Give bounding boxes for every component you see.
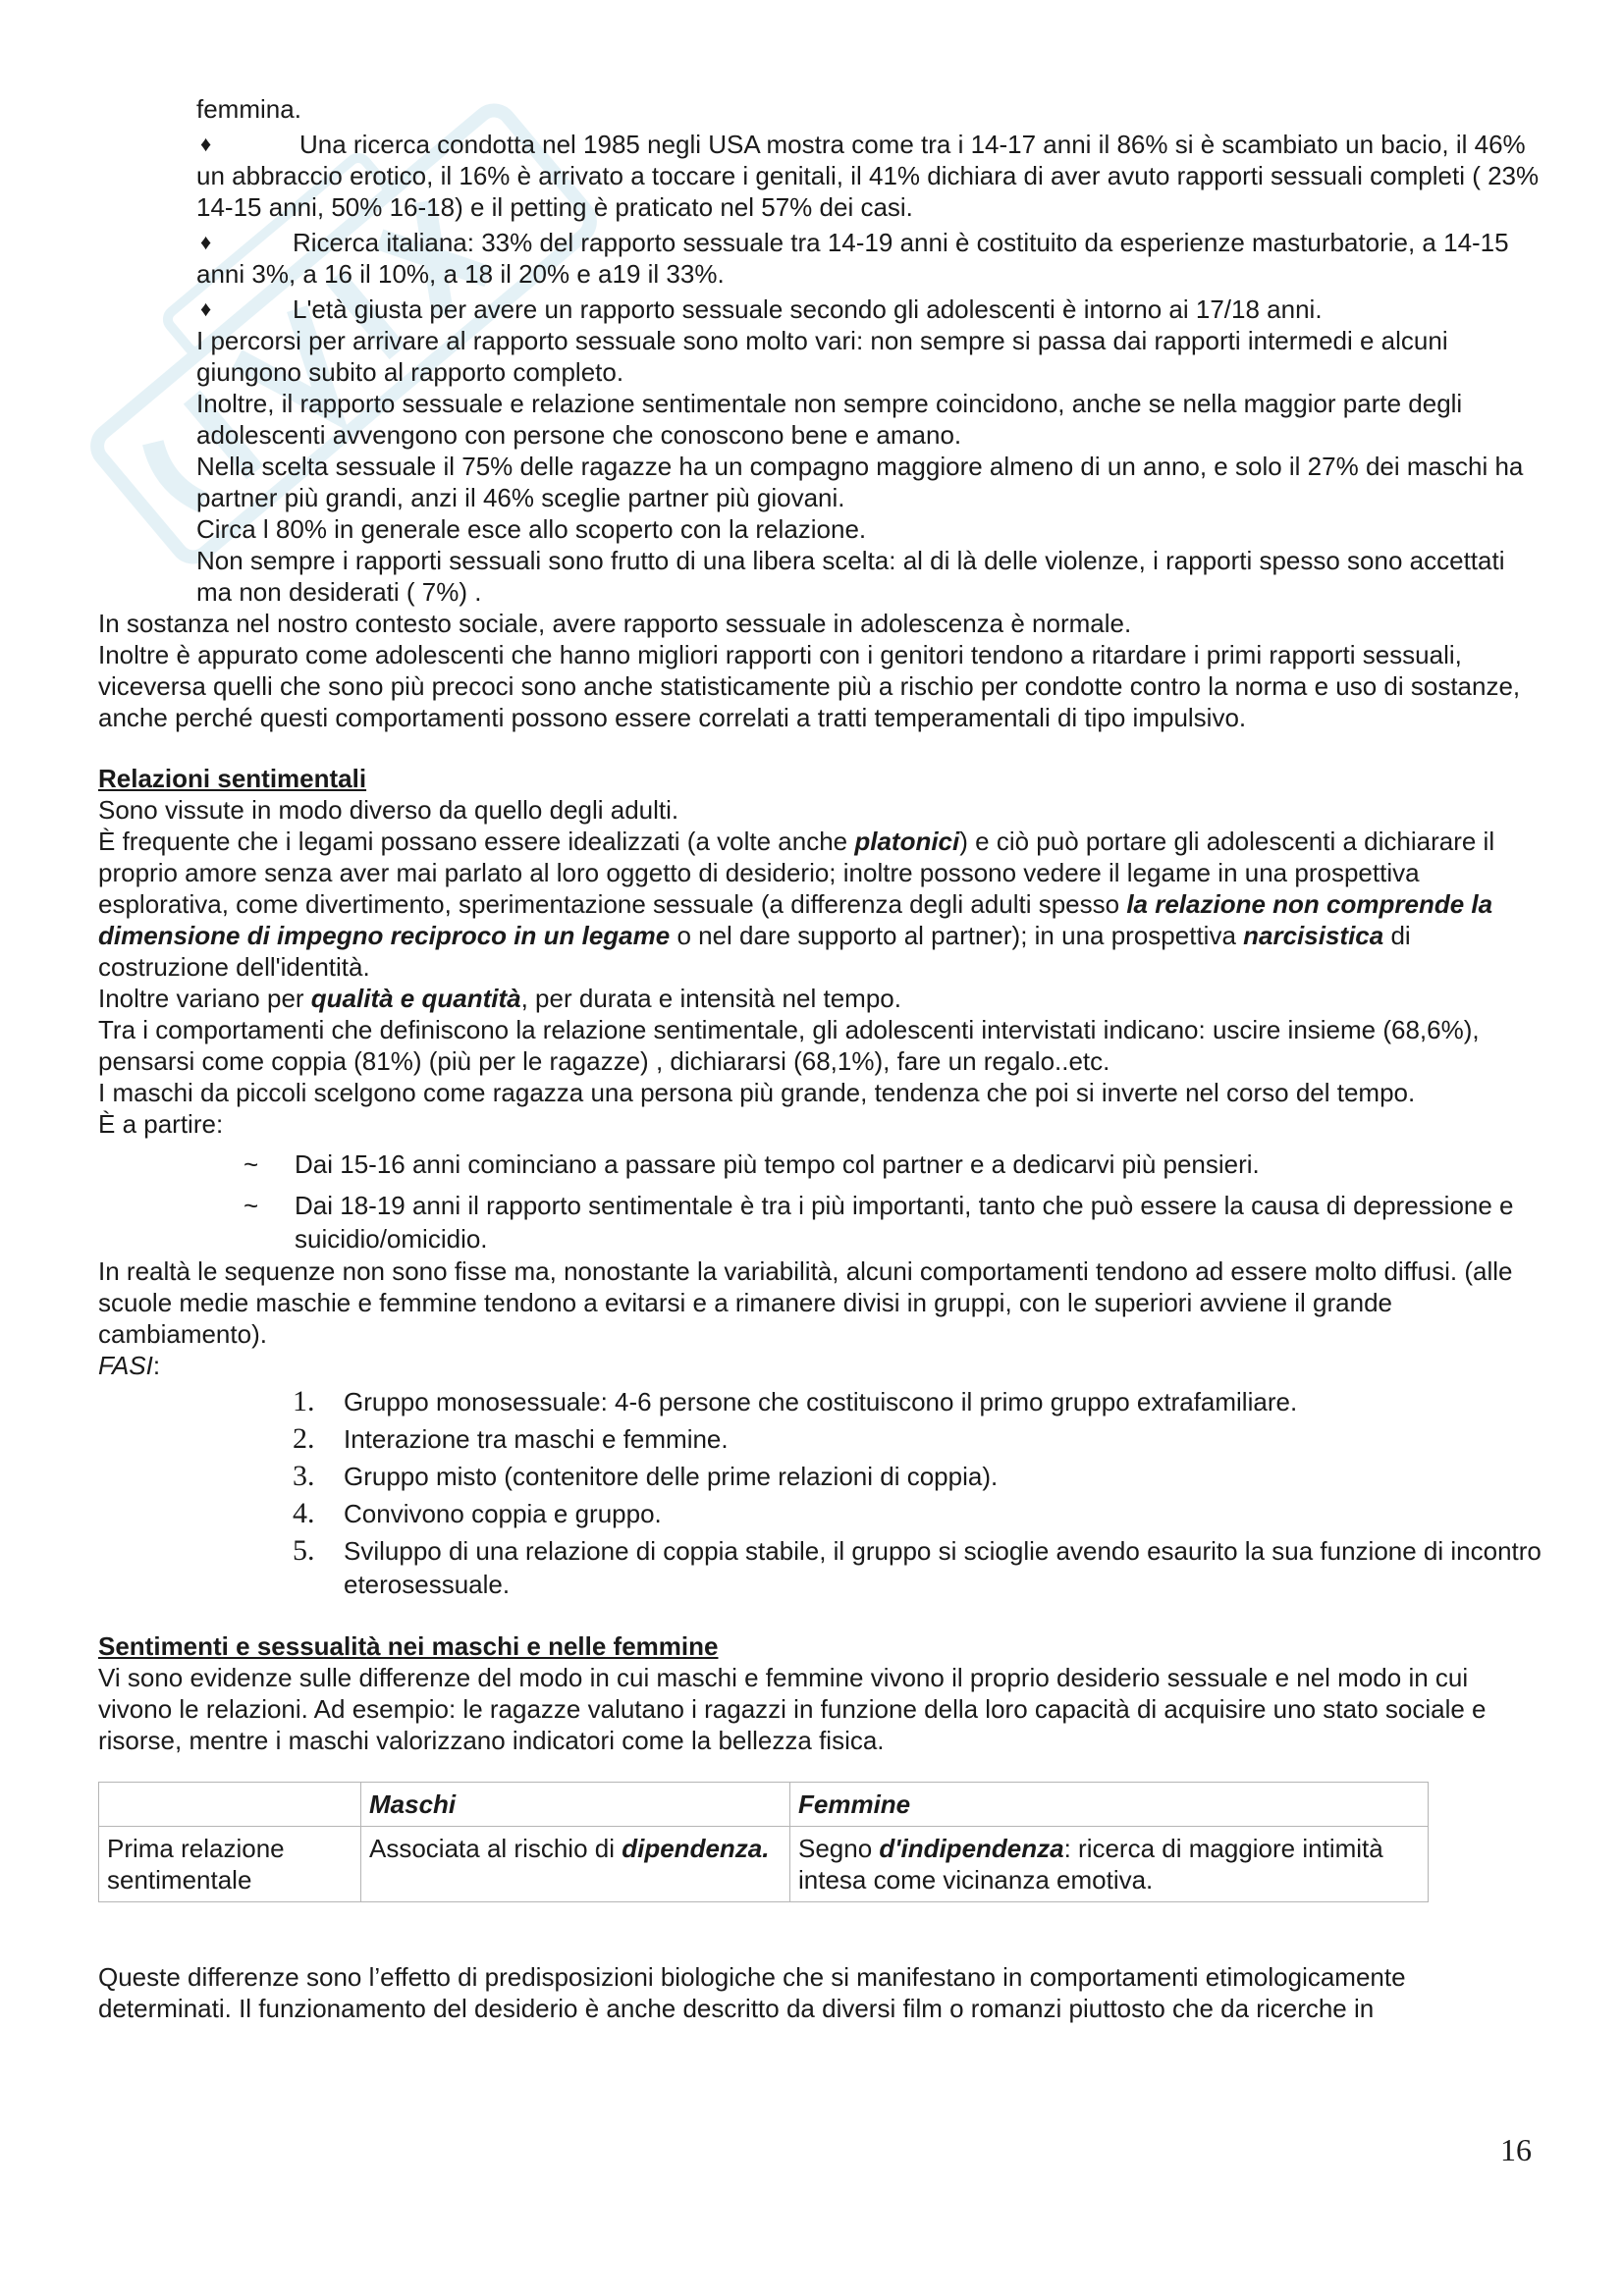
bullet-text: Ricerca italiana: 33% del rapporto sessuale tra 14-19 anni è costituito da esperienze masturbatorie, a 14-15 anni 3%, a 16 il 10%, a 18 il 20% e a19 il 33%. [196,228,1509,289]
table-header-cell: Maschi [361,1783,790,1827]
paragraph: Nella scelta sessuale il 75% delle ragazze ha un compagno maggiore almeno di un anno, e solo il 27% dei maschi ha partner più grandi, anzi il 46% sceglie partner più giovani. [196,452,1524,512]
paragraph: Tra i comportamenti che definiscono la relazione sentimentale, gli adolescenti intervistati indicano: uscire insieme (68,6%), pensarsi come coppia (81%) (più per le ragazze) , dichiararsi (68,1%), fare un regalo..etc. [98,1015,1480,1076]
table-header-row [99,1783,1429,1827]
paragraph: I maschi da piccoli scelgono come ragazza una persona più grande, tendenza che poi si inverte nel corso del tempo. [98,1078,1416,1107]
list-item: 5. Sviluppo di una relazione di coppia stabile, il gruppo si scioglie avendo esaurito la sua funzione di incontro eterosessuale. [293,1534,1542,1599]
paragraph: Inoltre variano per qualità e quantità, per durata e intensità nel tempo. [98,984,901,1013]
table-cell: Associata al rischio di dipendenza. [361,1827,790,1902]
table-cell: Prima relazione sentimentale [99,1827,361,1902]
paragraph: In sostanza nel nostro contesto sociale, avere rapporto sessuale in adolescenza è normale. [98,609,1132,638]
list-item: 4. Convivono coppia e gruppo. [293,1497,662,1529]
paragraph: È a partire: [98,1109,224,1139]
list-item-text: Dai 18-19 anni il rapporto sentimentale è tra i più importanti, tanto che può essere la causa di depressione e suicidio/omicidio. [295,1191,1514,1254]
bullet-text: L'età giusta per avere un rapporto sessuale secondo gli adolescenti è intorno ai 17/18 anni. [293,294,1323,324]
bullet-item [98,227,1542,290]
table-header-cell: Femmine [790,1783,1429,1827]
list-item [98,1148,1542,1181]
paragraph: Vi sono evidenze sulle differenze del modo in cui maschi e femmine vivono il proprio desiderio sessuale e nel modo in cui vivono le relazioni. Ad esempio: le ragazze valutano i ragazzi in funzione della loro capacità di acquisire uno stato sociale e risorse, mentre i maschi valorizzano indicatori come la bellezza fisica. [98,1663,1487,1755]
bullet-item [98,294,1542,325]
page-number: 16 [1500,2132,1532,2167]
paragraph: Non sempre i rapporti sessuali sono frutto di una libera scelta: al di là delle violenze, i rapporti spesso sono accettati ma non desiderati ( 7%) . [196,546,1505,607]
paragraph: Circa l 80% in generale esce allo scoperto con la relazione. [196,514,867,544]
section-heading: Relazioni sentimentali [98,764,367,793]
paragraph: In realtà le sequenze non sono fisse ma, nonostante la variabilità, alcuni comportamenti tendono ad essere molto diffusi. (alle scuole medie maschie e femmine tendono a evitarsi e a rimanere divisi in gruppi, con le superiori avviene il grande cambiamento). [98,1256,1513,1349]
list-item: 1. Gruppo monosessuale: 4-6 persone che costituiscono il primo gruppo extrafamiliare. [293,1385,1298,1417]
section-heading: Sentimenti e sessualità nei maschi e nelle femmine [98,1631,719,1661]
bullet-text: Una ricerca condotta nel 1985 negli USA mostra come tra i 14-17 anni il 86% si è scambiato un bacio, il 46% un abbraccio erotico, il 16% è arrivato a toccare i genitali, il 41% dichiara di aver avuto rapporti sessuali completi ( 23% 14-15 anni, 50% 16-18) e il petting è praticato nel 57% dei casi. [196,130,1540,222]
table-header-cell [99,1783,361,1827]
table-row [99,1827,1429,1902]
tilde-bullet-icon: ~ [243,1191,259,1220]
paragraph: Sono vissute in modo diverso da quello degli adulti. [98,795,679,825]
text-line: femmina. [196,94,301,124]
paragraph: Inoltre, il rapporto sessuale e relazione sentimentale non sempre coincidono, anche se nella maggior parte degli adolescenti avvengono con persone che conoscono bene e amano. [196,389,1463,450]
paragraph: Inoltre è appurato come adolescenti che hanno migliori rapporti con i genitori tendono a ritardare i primi rapporti sessuali, viceversa quelli che sono più precoci sono anche statisticamente più a rischio per condotte contro la norma e uso di sostanze, anche perché questi comportamenti possono essere correlati a tratti temperamentali di tipo impulsivo. [98,640,1521,732]
paragraph: I percorsi per arrivare al rapporto sessuale sono molto vari: non sempre si passa dai rapporti intermedi e alcuni giungono subito al rapporto completo. [196,326,1448,387]
list-item: 3. Gruppo misto (contenitore delle prime relazioni di coppia). [293,1460,999,1492]
diamond-bullet-icon: ♦ [200,132,212,156]
list-item: 2. Interazione tra maschi e femmine. [293,1422,729,1455]
comparison-table [98,1782,1429,1902]
list-item-text: Dai 15-16 anni cominciano a passare più tempo col partner e a dedicarvi più pensieri. [295,1149,1260,1179]
page-content [98,93,1542,2024]
tilde-bullet-icon: ~ [243,1149,259,1179]
list-item [98,1189,1542,1255]
table-cell: Segno d'indipendenza: ricerca di maggiore intimità intesa come vicinanza emotiva. [790,1827,1429,1902]
diamond-bullet-icon: ♦ [200,296,212,321]
fasi-label: FASI: [98,1351,161,1380]
diamond-bullet-icon: ♦ [200,230,212,254]
paragraph: È frequente che i legami possano essere idealizzati (a volte anche platonici) e ciò può portare gli adolescenti a dichiarare il proprio amore senza aver mai parlato al loro oggetto di desiderio; inoltre possono vedere il legame in una prospettiva esplorativa, come divertimento, sperimentazione sessuale (a differenza degli adulti spesso la relazione non comprende la dimensione di impegno reciproco in un legame o nel dare supporto al partner); in una prospettiva narcisistica di costruzione dell'identità. [98,827,1495,982]
bullet-item [98,129,1542,223]
paragraph: Queste differenze sono l’effetto di predisposizioni biologiche che si manifestano in comportamenti etimologicamente determinati. Il funzionamento del desiderio è anche descritto da diversi film o romanzi piuttosto che da ricerche in [98,1962,1406,2023]
